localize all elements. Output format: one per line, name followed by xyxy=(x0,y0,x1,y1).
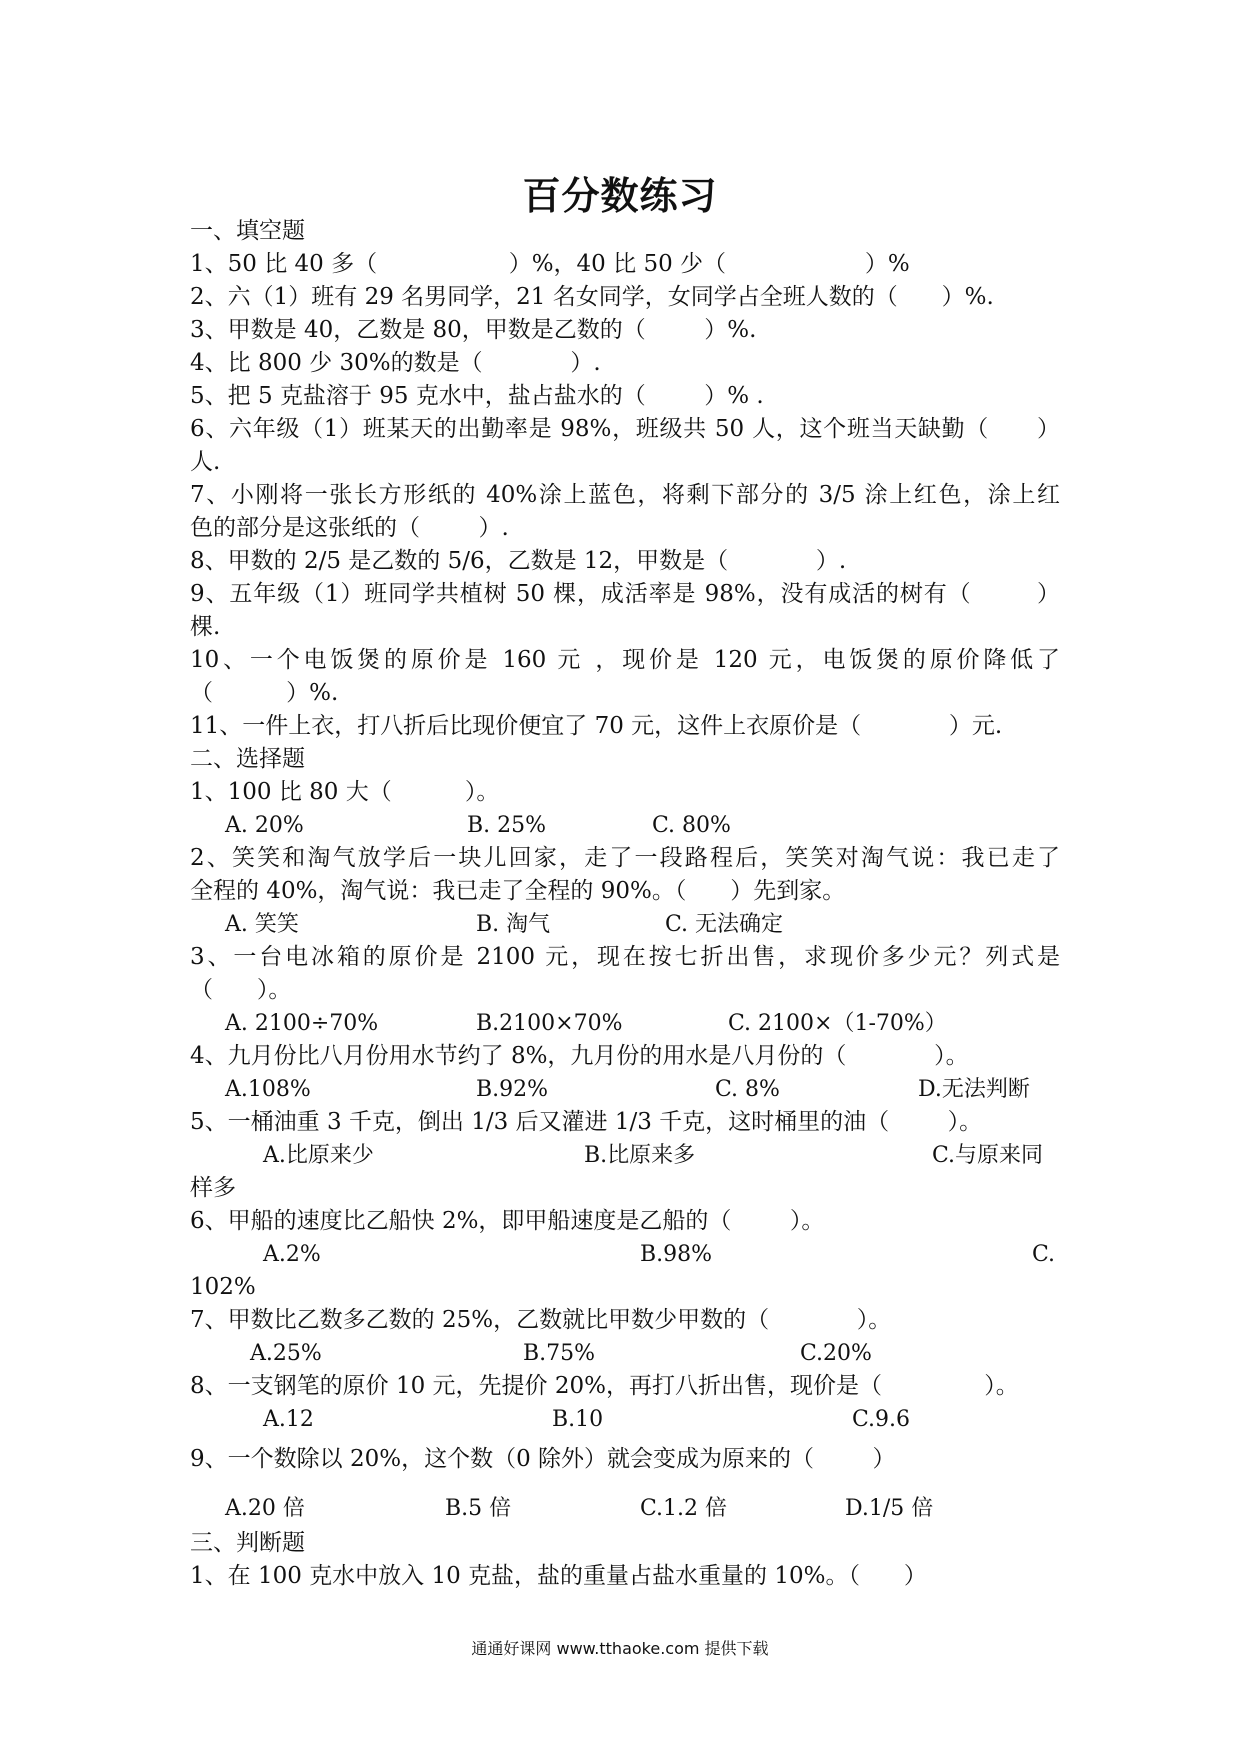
fill-blank-line: 2、六（1）班有 29 名男同学，21 名女同学，女同学占全班人数的（ ）%. xyxy=(190,284,994,310)
fill-blank-line: 色的部分是这张纸的（ ）. xyxy=(190,515,509,541)
choice-option: B.比原来多 xyxy=(584,1143,696,1168)
fill-blank-line: 9、五年级（1）班同学共植树 50 棵，成活率是 98%，没有成活的树有（ ） xyxy=(190,581,1060,607)
choice-option: C.9.6 xyxy=(852,1407,911,1432)
choice-option: A.2% xyxy=(263,1242,321,1267)
choice-question: 全程的 40%，淘气说：我已走了全程的 90%。（ ）先到家。 xyxy=(190,878,846,904)
choice-question: 9、一个数除以 20%，这个数（0 除外）就会变成为原来的（ ） xyxy=(190,1446,896,1472)
section-heading-fill-blank: 一、填空题 xyxy=(190,218,305,244)
footer-download-note: 通通好课网 www.tthaoke.com 提供下载 xyxy=(471,1639,769,1658)
choice-option: C. 2100×（1-70%） xyxy=(728,1011,947,1036)
page-title: 百分数练习 xyxy=(522,173,718,218)
choice-question: 3、一台电冰箱的原价是 2100 元，现在按七折出售，求现价多少元？列式是 xyxy=(190,944,1060,970)
choice-option: A.108% xyxy=(225,1077,311,1102)
fill-blank-line: 8、甲数的 2/5 是乙数的 5/6，乙数是 12，甲数是（ ）. xyxy=(190,548,847,574)
choice-option: A. 20% xyxy=(225,813,304,838)
fill-blank-line: 人. xyxy=(190,449,221,475)
choice-option: C.与原来同 xyxy=(932,1143,1044,1168)
choice-option: A. 2100÷70% xyxy=(225,1011,379,1036)
choice-question: 4、九月份比八月份用水节约了 8%，九月份的用水是八月份的（ ）。 xyxy=(190,1043,969,1069)
choice-option: D.无法判断 xyxy=(918,1077,1030,1102)
fill-blank-line: 10、一个电饭煲的原价是 160 元 ，现价是 120 元，电饭煲的原价降低了 xyxy=(190,647,1060,673)
fill-blank-line: 3、甲数是 40，乙数是 80，甲数是乙数的（ ）%. xyxy=(190,317,757,343)
fill-blank-line: 5、把 5 克盐溶于 95 克水中，盐占盐水的（ ）% . xyxy=(190,383,764,409)
choice-option: B. 25% xyxy=(467,813,547,838)
fill-blank-line: 1、50 比 40 多（ ）%，40 比 50 少（ ）% xyxy=(190,251,910,277)
fill-blank-line: 11、一件上衣，打八折后比现价便宜了 70 元，这件上衣原价是（ ）元. xyxy=(190,713,1003,739)
choice-option: B.75% xyxy=(523,1341,596,1366)
choice-option: B.98% xyxy=(640,1242,713,1267)
choice-option: A.比原来少 xyxy=(263,1143,374,1168)
choice-question: 7、甲数比乙数多乙数的 25%，乙数就比甲数少甲数的（ ）。 xyxy=(190,1307,892,1333)
choice-option: B.5 倍 xyxy=(445,1496,512,1521)
choice-question: 5、一桶油重 3 千克，倒出 1/3 后又灌进 1/3 千克，这时桶里的油（ ）。 xyxy=(190,1109,983,1135)
choice-question: 样多 xyxy=(190,1175,236,1201)
fill-blank-line: 6、六年级（1）班某天的出勤率是 98%，班级共 50 人，这个班当天缺勤（ ） xyxy=(190,416,1060,442)
choice-option: C. 无法确定 xyxy=(665,912,784,937)
section-heading-true-false: 三、判断题 xyxy=(190,1530,305,1556)
choice-option: C. 8% xyxy=(715,1077,780,1102)
choice-question: 1、100 比 80 大（ ）。 xyxy=(190,779,500,805)
choice-question: 2、笑笑和淘气放学后一块儿回家，走了一段路程后，笑笑对淘气说：我已走了 xyxy=(190,845,1060,871)
choice-option: C. xyxy=(1032,1242,1056,1267)
choice-option: B.10 xyxy=(552,1407,604,1432)
choice-option: B.92% xyxy=(476,1077,549,1102)
choice-option: B. 淘气 xyxy=(476,912,551,937)
true-false-question: 1、在 100 克水中放入 10 克盐，盐的重量占盐水重量的 10%。（ ） xyxy=(190,1563,927,1589)
choice-option: A. 笑笑 xyxy=(225,912,299,937)
fill-blank-line: 4、比 800 少 30%的数是（ ）. xyxy=(190,350,601,376)
fill-blank-line: 7、小刚将一张长方形纸的 40%涂上蓝色，将剩下部分的 3/5 涂上红色，涂上红 xyxy=(190,482,1060,508)
choice-option: B.2100×70% xyxy=(476,1011,623,1036)
choice-option: C.20% xyxy=(800,1341,872,1366)
choice-option: A.12 xyxy=(263,1407,314,1432)
choice-option: C. 80% xyxy=(652,813,731,838)
choice-option: C.1.2 倍 xyxy=(640,1496,728,1521)
choice-question: 8、一支钢笔的原价 10 元，先提价 20%，再打八折出售，现价是（ ）。 xyxy=(190,1373,1019,1399)
choice-option: A.20 倍 xyxy=(225,1496,305,1521)
section-heading-choice: 二、选择题 xyxy=(190,746,305,772)
fill-blank-line: （ ）%. xyxy=(190,680,339,706)
choice-option: D.1/5 倍 xyxy=(845,1496,934,1521)
choice-question: 102% xyxy=(190,1274,256,1300)
choice-question: （ ）。 xyxy=(190,977,292,1003)
choice-question: 6、甲船的速度比乙船快 2%，即甲船速度是乙船的（ ）。 xyxy=(190,1208,825,1234)
fill-blank-line: 棵. xyxy=(190,614,221,640)
choice-option: A.25% xyxy=(250,1341,322,1366)
